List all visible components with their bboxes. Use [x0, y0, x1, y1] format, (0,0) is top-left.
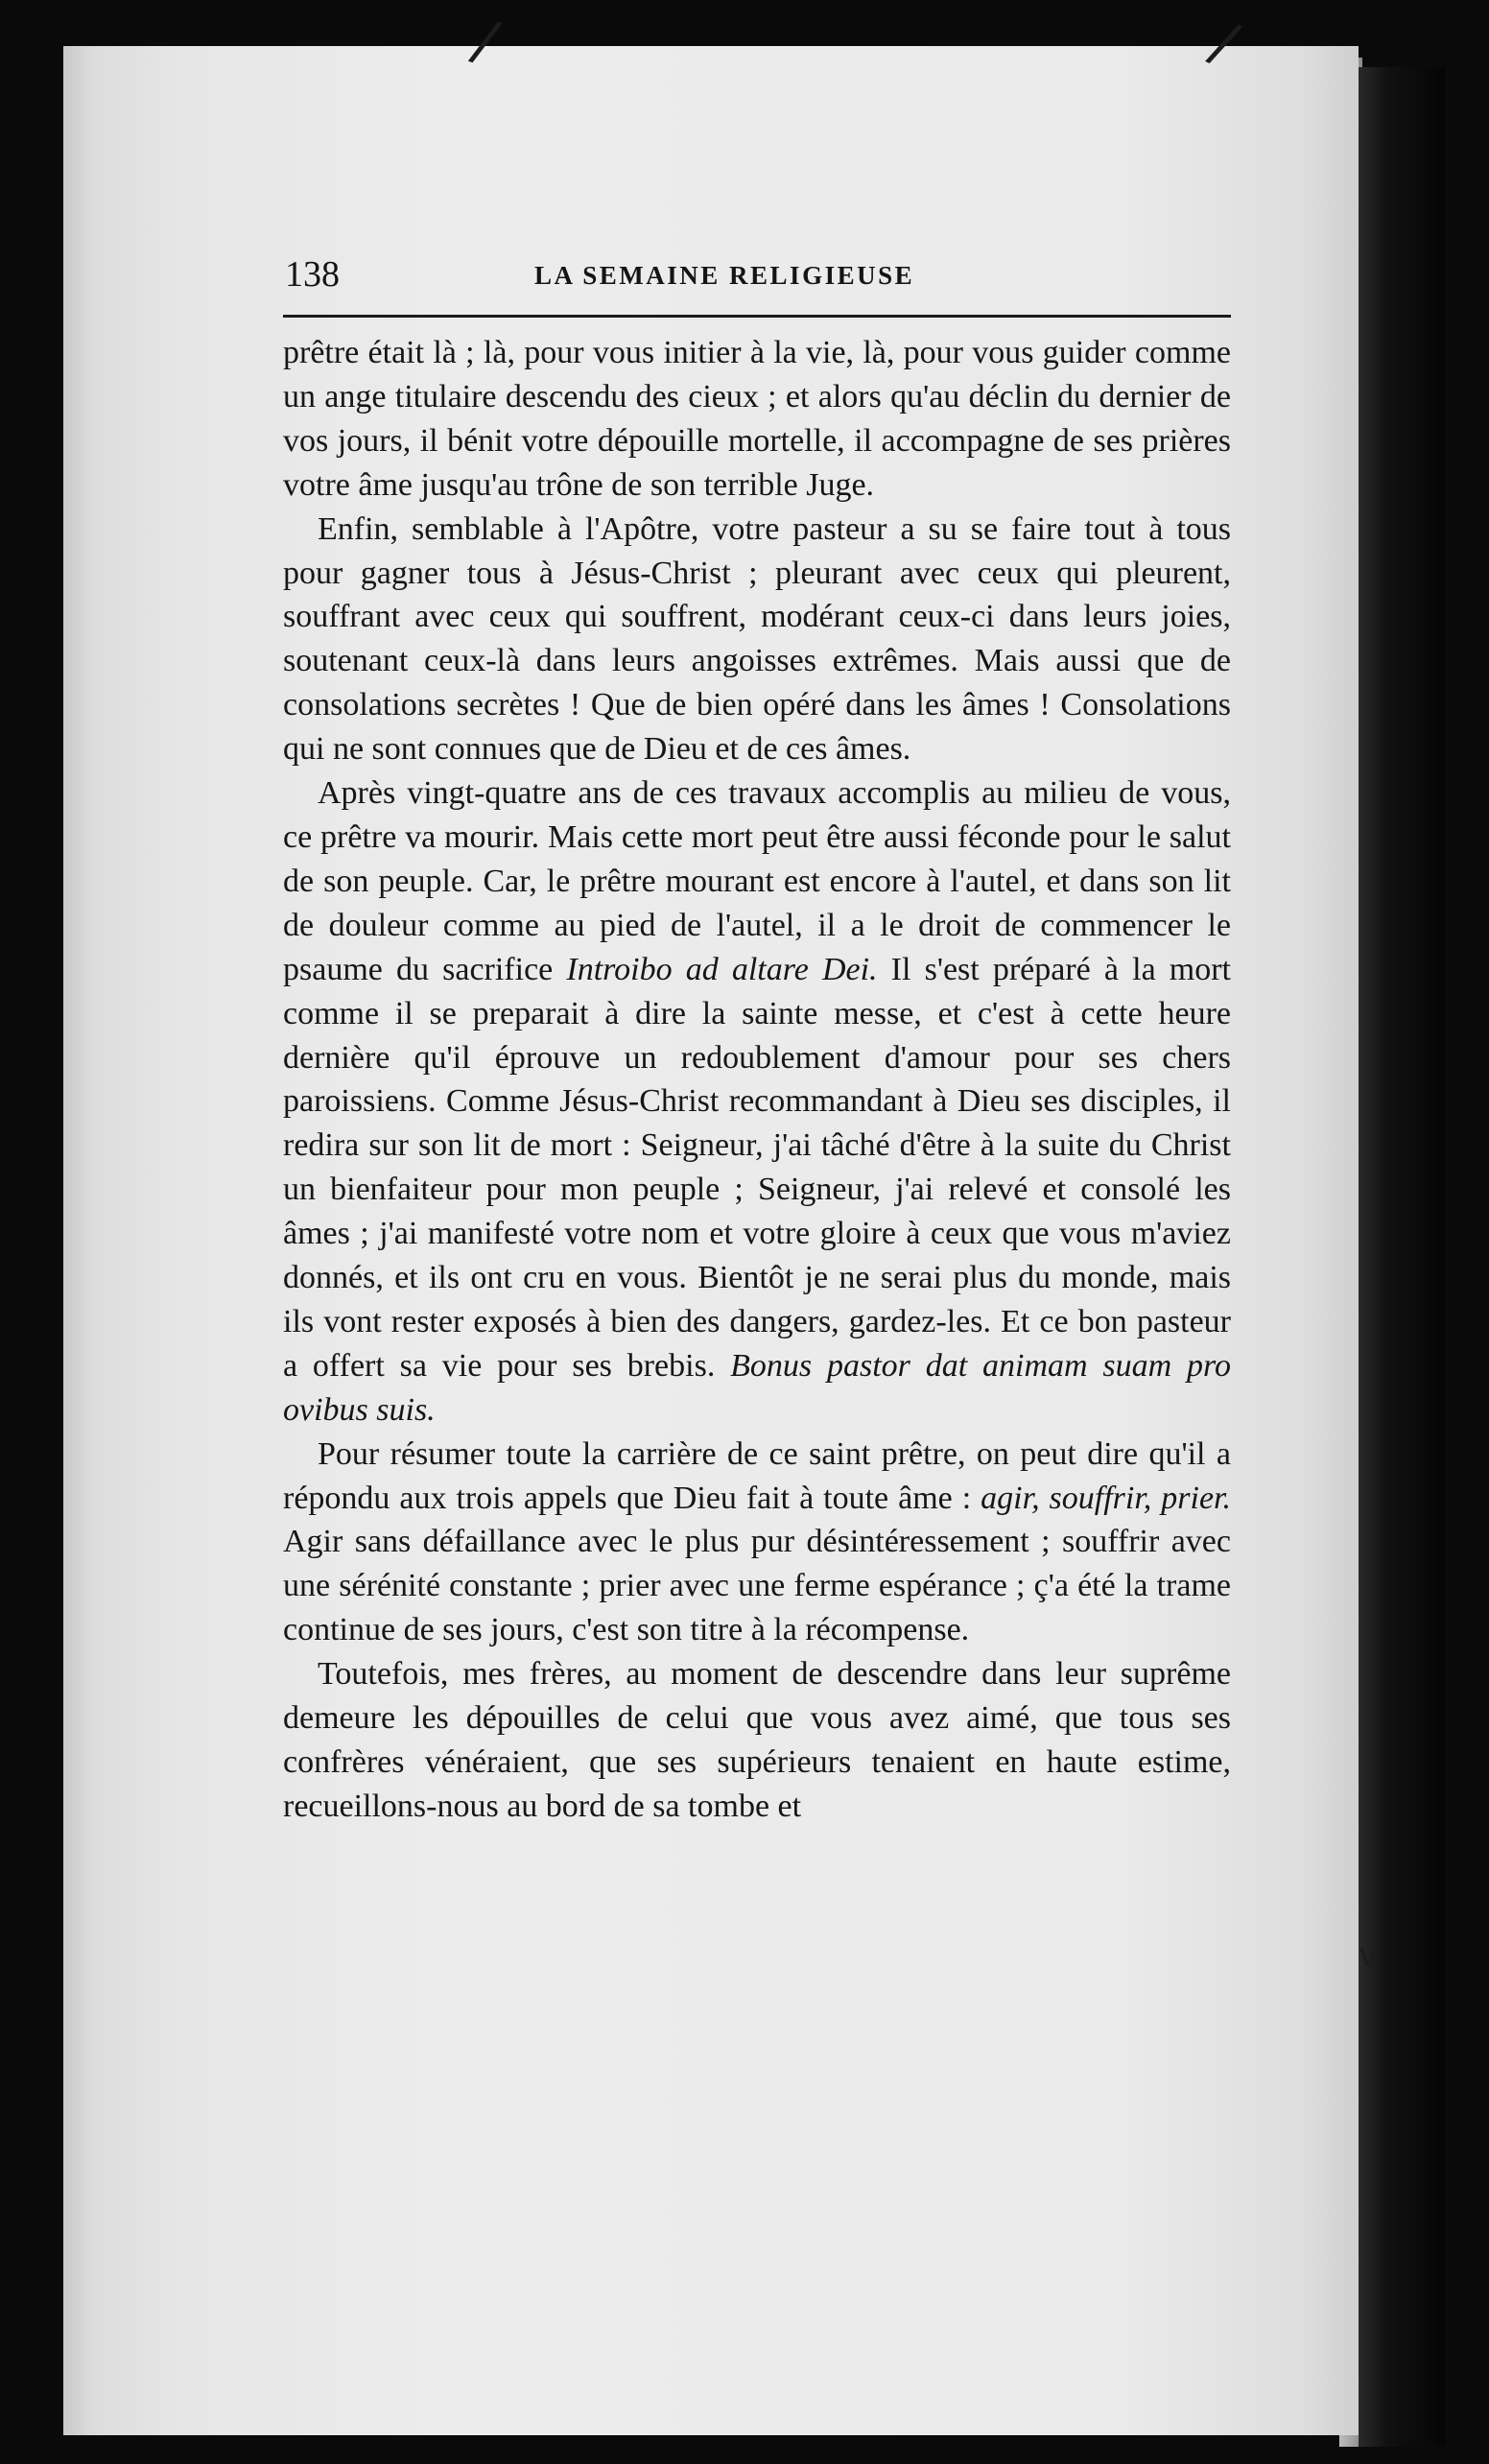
paragraph	[283, 508, 1231, 771]
emphasized-text: agir, souffrir, prier.	[981, 1480, 1232, 1516]
running-title: LA SEMAINE RELIGIEUSE	[534, 261, 915, 290]
latin-quote: Bonus pastor dat animam suam pro ovibus suis.	[283, 1347, 1231, 1428]
page-number: 138	[285, 254, 340, 295]
latin-quote: Introibo ad altare Dei.	[566, 951, 878, 987]
pen-mark-icon: /	[464, 6, 507, 77]
text-run: Après vingt-quatre ans de ces travaux accomplis au milieu de vous, ce prêtre va mourir. Mais cette mort peut être aussi féconde pour le salut de son peuple. Car, le prêtre mourant est encore à l'autel, et dans son lit de douleur comme au pied de l'autel, il a le droit de commencer le psaume du sacrifice	[283, 775, 1231, 987]
margin-mark-icon: v	[1359, 1936, 1379, 1975]
body-text	[283, 331, 1231, 1829]
paragraph	[283, 1652, 1231, 1829]
text-run: Enfin, semblable à l'Apôtre, votre pasteur a su se faire tout à tous pour gagner tous à Jésus-Christ ; pleurant avec ceux qui pleurent, souffrant avec ceux qui souffrent, modérant ceux-ci dans leurs joies, soutenant ceux-là dans leurs angoisses extrêmes. Mais aussi que de consolations secrètes ! Que de bien opéré dans les âmes ! Consolations qui ne sont connues que de Dieu et de ces âmes.	[283, 510, 1231, 768]
paragraph	[283, 1433, 1231, 1653]
text-run: Agir sans défaillance avec le plus pur désintéressement ; souffrir avec une sérénité constante ; prier avec une ferme espérance ; ç'a été la trame continue de ses jours, c'est son titre à la récompense.	[283, 1524, 1231, 1648]
paragraph	[283, 771, 1231, 1433]
book-gutter	[1359, 67, 1445, 2447]
text-run: Il s'est préparé à la mort comme il se preparait à dire la sainte messe, et c'est à cette heure dernière qu'il éprouve un redoublement d'amour pour ses chers paroissiens. Comme Jésus-Christ recommandant à Dieu ses disciples, il redira sur son lit de mort : Seigneur, j'ai tâché d'être à la suite du Christ un bienfaiteur pour mon peuple ; Seigneur, j'ai relevé et consolé les âmes ; j'ai manifesté votre nom et votre gloire à ceux que vous m'aviez donnés, et ils ont cru en vous. Bientôt je ne serai plus du monde, mais ils vont rester exposés à bien des dangers, gardez-les. Et ce bon pasteur a offert sa vie pour ses brebis.	[283, 951, 1232, 1384]
paragraph	[283, 331, 1231, 508]
text-run: Toutefois, mes frères, au moment de descendre dans leur suprême demeure les dépouilles de celui que vous avez aimé, que tous ses confrères vénéraient, que ses supérieurs tenaient en haute estime, recueillons-nous au bord de sa tombe et	[283, 1656, 1231, 1824]
text-run: Pour résumer toute la carrière de ce saint prêtre, on peut dire qu'il a répondu aux trois appels que Dieu fait à toute âme :	[283, 1435, 1231, 1516]
page-header	[283, 248, 1231, 318]
text-run: prêtre était là ; là, pour vous initier à la vie, là, pour vous guider comme un ange titulaire descendu des cieux ; et alors qu'au déclin du dernier de vos jours, il bénit votre dépouille mortelle, il accompagne de ses prières votre âme jusqu'au trône de son terrible Juge.	[283, 335, 1231, 503]
pen-mark-icon: /	[1201, 9, 1248, 78]
